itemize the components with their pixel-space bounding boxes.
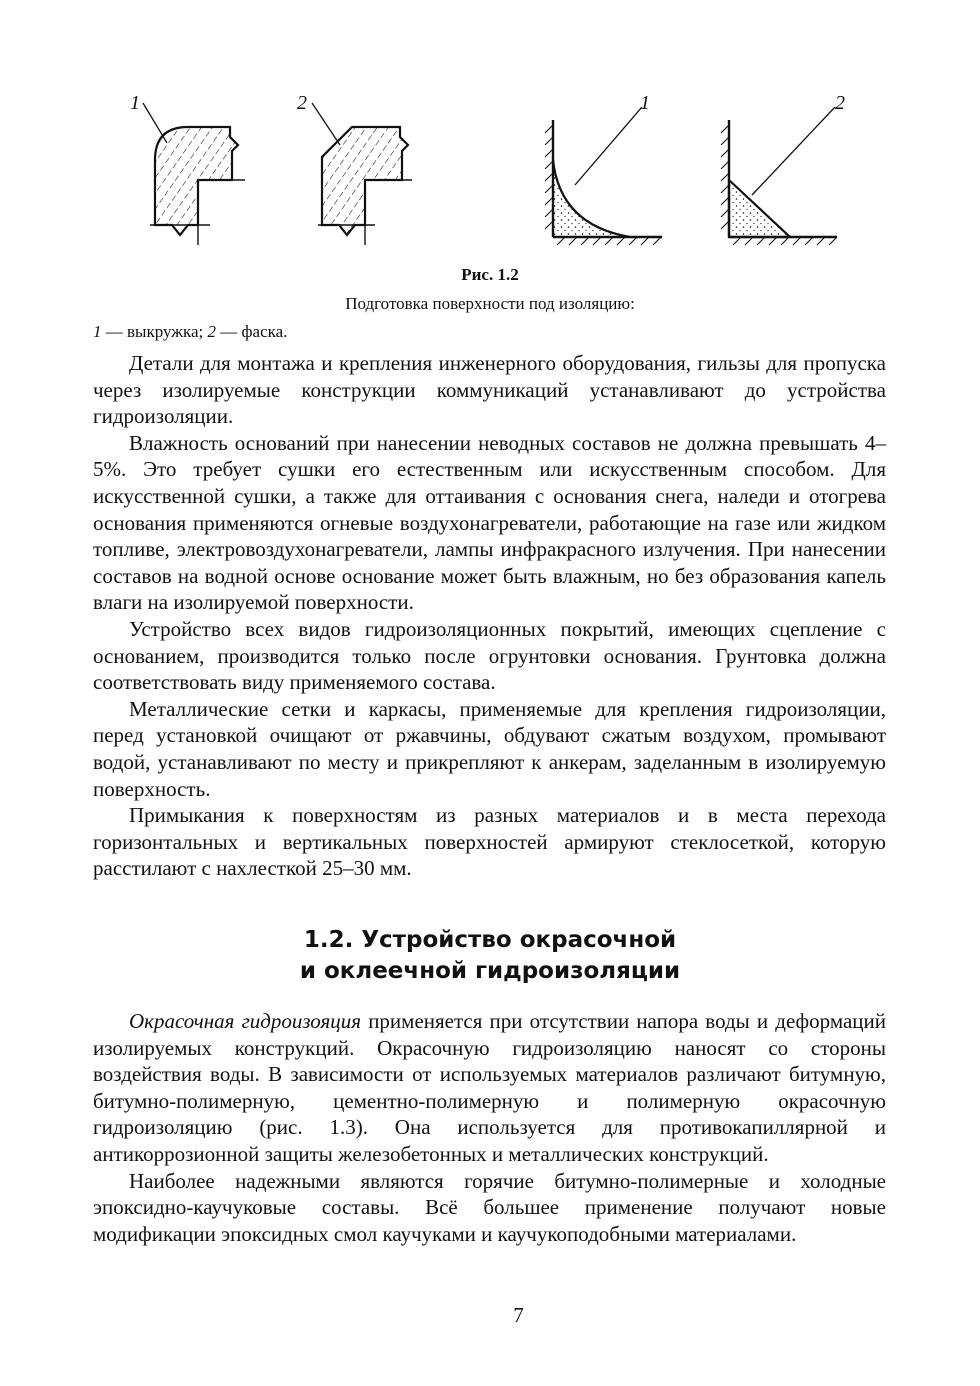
paragraph: Детали для монтажа и крепления инженерного оборудования, гильзы для пропуска через изолируемые конструкции коммуникаций устанавливают до устройства гидроизоляции. bbox=[93, 351, 886, 429]
page-number: 7 bbox=[513, 1303, 524, 1327]
paragraph: Влажность оснований при нанесении неводных составов не должна превышать 4–5%. Это требует сушки его естественным или искусственным способом. Для искусственной сушки, а также для оттаивания с основания снега, наледи и отогрева основания применяются огневые воздухонагреватели, работающие на газе или жидком топливе, электровоздухонагреватели, лампы инфракрасного излучения. При нанесении составов на водной основе основание может быть влажным, но без образования капель влаги на изолируемой поверхности. bbox=[93, 430, 886, 615]
body-text-after bbox=[93, 1008, 886, 1247]
figure-caption-title: Рис. 1.2 bbox=[461, 265, 519, 284]
legend-text-2: — фаска. bbox=[216, 322, 288, 341]
figure-label-1b: 1 bbox=[640, 92, 650, 114]
figure-drawing bbox=[0, 85, 980, 270]
figure-label-2b: 2 bbox=[835, 92, 845, 114]
paragraph: Металлические сетки и каркасы, применяемые для крепления гидроизоляции, перед установкой очищают от ржавчины, обдувают сжатым воздухом, промывают водой, устанавливают по месту и прикрепляют к анкерам, заделанным в изолируемую поверхность. bbox=[93, 696, 886, 801]
legend-text-1: — выкружка; bbox=[101, 322, 208, 341]
paragraph bbox=[93, 1008, 886, 1168]
figure-label-2a: 2 bbox=[297, 92, 307, 114]
figure-caption-subtitle: Подготовка поверхности под изоляцию: bbox=[345, 294, 635, 313]
legend-num-1: 1 bbox=[93, 322, 102, 341]
figure-1-2 bbox=[0, 85, 980, 270]
paragraph-rest: применяется при отсутствии напора воды и деформаций изолируемых конструкций. Окрасочную гидроизоляцию наносят со стороны воздействия воды. В зависимости от используемых материалов различают битумную, битумно-полимерную, цементно-полимерную и полимерную окрасочную гидроизоляцию (рис. 1.3). Она используется для противокапиллярной и антикоррозионной защиты железобетонных и металлических конструкций. bbox=[93, 1009, 886, 1166]
wall-section-chamfer bbox=[318, 127, 412, 245]
paragraph: Примыкания к поверхностям из разных материалов и в места перехода горизонтальных и вертикальных поверхностей армируют стеклосеткой, которую расстилают с нахлесткой 25–30 мм. bbox=[93, 803, 886, 881]
paragraph: Наиболее надежными являются горячие битумно-полимерные и холодные эпоксидно-каучуковые составы. Всё большее применение получают новые модификации эпоксидных смол каучуками и каучукоподобными материалами. bbox=[93, 1168, 886, 1246]
wall-section-fillet bbox=[150, 127, 245, 245]
paragraph: Устройство всех видов гидроизоляционных покрытий, имеющих сцепление с основанием, производится только после огрунтовки основания. Грунтовка должна соответствовать виду применяемого состава. bbox=[93, 616, 886, 695]
term-italic: Окрасочная гидроизояция bbox=[129, 1009, 362, 1033]
section-heading bbox=[0, 925, 980, 987]
legend-num-2: 2 bbox=[207, 322, 217, 341]
figure-label-1a: 1 bbox=[130, 92, 140, 114]
section-heading-line2: и оклеечной гидроизоляции bbox=[299, 958, 681, 984]
corner-fillet-fill bbox=[545, 120, 662, 245]
corner-chamfer-fill bbox=[721, 120, 837, 245]
section-heading-line1: 1.2. Устройство окрасочной bbox=[303, 927, 677, 953]
figure-legend bbox=[93, 322, 287, 342]
body-text-before bbox=[93, 350, 886, 882]
